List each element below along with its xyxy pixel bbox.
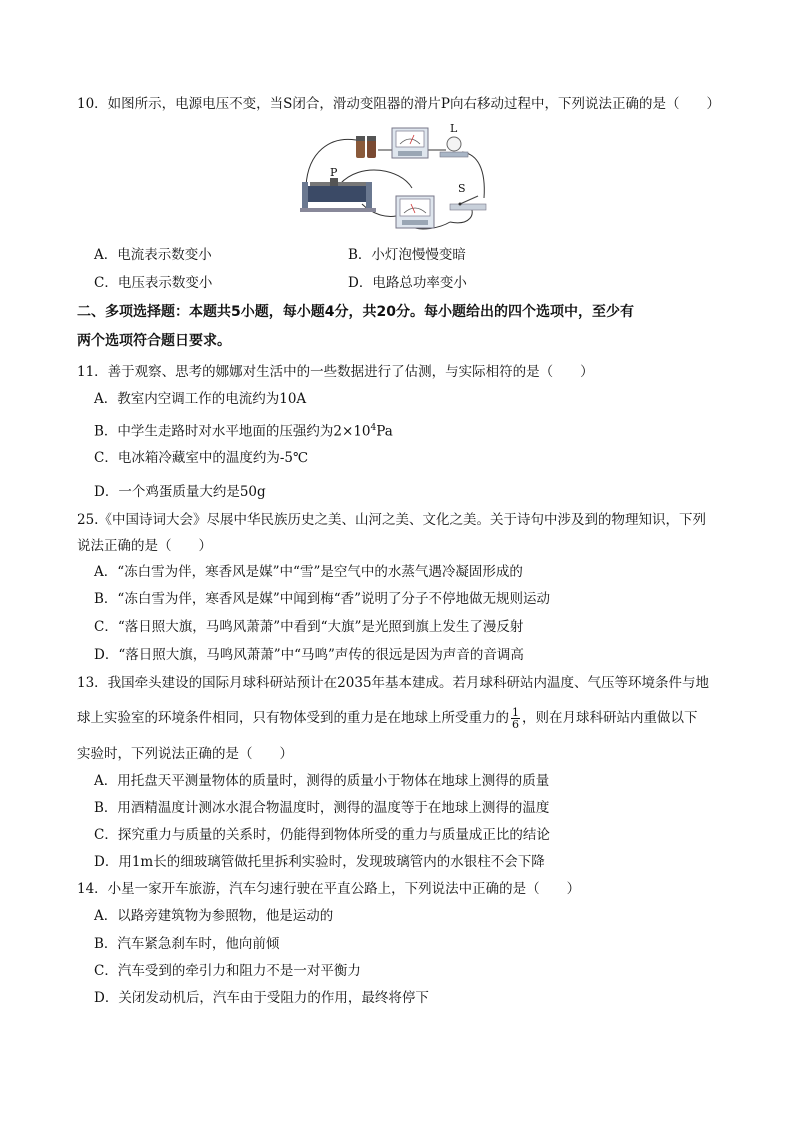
- q13-option-d: D．用1m长的细玻璃管做托里拆利实验时，发现玻璃管内的水银柱不会下降: [94, 854, 545, 870]
- q11-option-d: D．一个鸡蛋质量大约是50g: [94, 484, 266, 500]
- section-heading: 二、多项选择题：本题共5小题，每小题4分，共20分。每小题给出的四个选项中，至少有: [77, 304, 634, 320]
- q14-option-c: C．汽车受到的牵引力和阻力不是一对平衡力: [94, 963, 361, 979]
- q25-option-b: B．“冻白雪为伴，寒香风是媒”中闻到梅“香”说明了分子不停地做无规则运动: [94, 591, 551, 607]
- q25-option-a: A．“冻白雪为伴，寒香风是媒”中“雪”是空气中的水蒸气遇冷凝固形成的: [94, 564, 523, 580]
- q25-stem-cont: 说法正确的是（ ）: [77, 538, 212, 554]
- ammeter-icon: [392, 128, 428, 158]
- label-P: P: [330, 166, 338, 179]
- q13-option-a: A．用托盘天平测量物体的质量时，测得的质量小于物体在地球上测得的质量: [94, 773, 550, 789]
- q11-option-a: A．教室内空调工作的电流约为10A: [94, 391, 307, 407]
- section-heading-cont: 两个选项符合题日要求。: [77, 333, 231, 349]
- circuit-diagram: [300, 122, 494, 236]
- bulb-icon: [440, 137, 468, 157]
- q14-option-d: D．关闭发动机后，汽车由于受阻力的作用，最终将停下: [94, 990, 429, 1006]
- q25-option-c: C．“落日照大旗，马鸣风萧萧”中看到“大旗”是光照到旗上发生了漫反射: [94, 619, 524, 635]
- q14-stem: 14．小星一家开车旅游，汽车匀速行驶在平直公路上，下列说法中正确的是（ ）: [77, 881, 581, 897]
- q25-option-d: D．“落日照大旗，马鸣风萧萧”中“马鸣”声传的很远是因为声音的音调高: [94, 647, 524, 663]
- q10-stem: 10．如图所示，电源电压不变，当S闭合，滑动变阻器的滑片P向右移动过程中，下列说法正确的是（ ）: [77, 96, 721, 112]
- voltmeter-icon: [396, 196, 434, 228]
- q10-option-c: C．电压表示数变小: [94, 275, 213, 291]
- q25-stem: 25.《中国诗词大会》尽展中华民族历史之美、山河之美、文化之美。关于诗句中涉及到的物理知识，下列: [77, 512, 706, 528]
- battery-icon: [356, 136, 376, 158]
- label-L: L: [450, 122, 458, 135]
- fraction-one-sixth: $\frac{1}{6}$: [512, 706, 519, 731]
- q14-option-b: B．汽车紧急刹车时，他向前倾: [94, 936, 280, 952]
- q11-stem: 11．善于观察、思考的娜娜对生活中的一些数据进行了估测，与实际相符的是（ ）: [77, 364, 594, 380]
- q10-option-d: D．电路总功率变小: [348, 275, 467, 291]
- q13-stem: 13．我国牵头建设的国际月球科研站预计在2035年基本建成。若月球科研站内温度、气压等环境条件与地: [77, 675, 710, 691]
- q11-option-b: B．中学生走路时对水平地面的压强约为$2\times 10^4Pa$: [94, 423, 393, 440]
- q14-option-a: A．以路旁建筑物为参照物，他是运动的: [94, 908, 334, 924]
- label-S: S: [458, 182, 466, 195]
- q13-stem-cont2: 实验时，下列说法正确的是（ ）: [77, 746, 293, 762]
- q11-option-c: C．电冰箱冷藏室中的温度约为-5℃: [94, 450, 309, 466]
- q10-option-a: A．电流表示数变小: [94, 247, 212, 263]
- switch-icon: [450, 196, 486, 210]
- q13-option-c: C．探究重力与质量的关系时，仍能得到物体所受的重力与质量成正比的结论: [94, 827, 550, 843]
- q13-stem-cont: 球上实验室的环境条件相同，只有物体受到的重力是在地球上所受重力的 $\frac{1}{6}$ ，则在月球科研站内重做以下: [77, 706, 698, 731]
- q13-option-b: B．用酒精温度计测冰水混合物温度时，测得的温度等于在地球上测得的温度: [94, 800, 550, 816]
- q10-option-b: B．小灯泡慢慢变暗: [348, 247, 466, 263]
